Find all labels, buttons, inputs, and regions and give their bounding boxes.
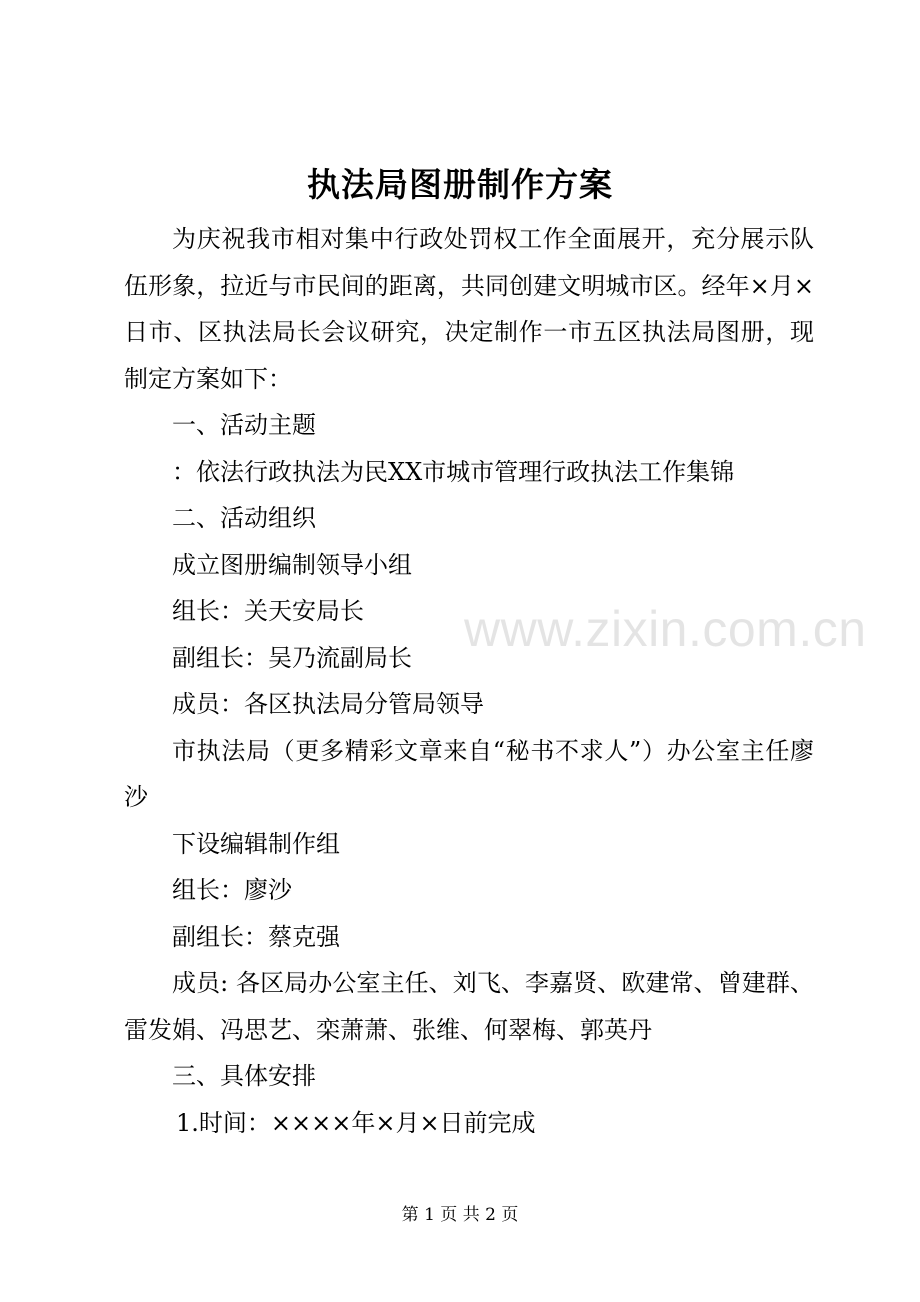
leadership-group-line: 成立图册编制领导小组 <box>172 550 412 579</box>
leader-line: 组长：关天安局长 <box>172 597 364 625</box>
deputy-leader-line: 副组长：吴乃流副局长 <box>172 643 412 672</box>
intro-paragraph: 为庆祝我市相对集中行政处罚权工作全面展开，充分展示队伍形象，拉近与市民间的距离，共同创建文明城市区。经年×月×日市、区执法局长会议研究，决定制作一市五区执法局图册，现制定方案如下： <box>124 225 814 393</box>
members-line: 成员：各区执法局分管局领导 <box>172 690 484 718</box>
page-title: 执法局图册制作方案 <box>307 165 613 204</box>
editing-deputy-line: 副组长：蔡克强 <box>172 922 340 951</box>
editing-members-line: 成员: 各区局办公室主任、刘飞、李嘉贤、欧建常、曾建群、雷发娟、冯思艺、栾萧萧、张维、何翠梅、郭英丹 <box>124 969 814 1044</box>
office-director-line: 市执法局（更多精彩文章来自“秘书不求人”）办公室主任廖沙 <box>124 736 814 811</box>
theme-text: ：依法行政执法为民XX市城市管理行政执法工作集锦 <box>172 457 735 486</box>
editing-leader-line: 组长：廖沙 <box>172 876 292 904</box>
document-body <box>124 216 814 1146</box>
section-heading-arrangement: 三、具体安排 <box>172 1062 316 1090</box>
watermark: www.zixin.com.cn <box>464 601 867 657</box>
schedule-time-line: 1.时间：××××年×月×日前完成 <box>176 1108 536 1137</box>
section-heading-theme: 一、活动主题 <box>172 411 316 439</box>
editing-group-line: 下设编辑制作组 <box>172 829 340 858</box>
page-footer: 第 1 页 共 2 页 <box>401 1205 519 1225</box>
section-heading-organization: 二、活动组织 <box>172 504 316 532</box>
